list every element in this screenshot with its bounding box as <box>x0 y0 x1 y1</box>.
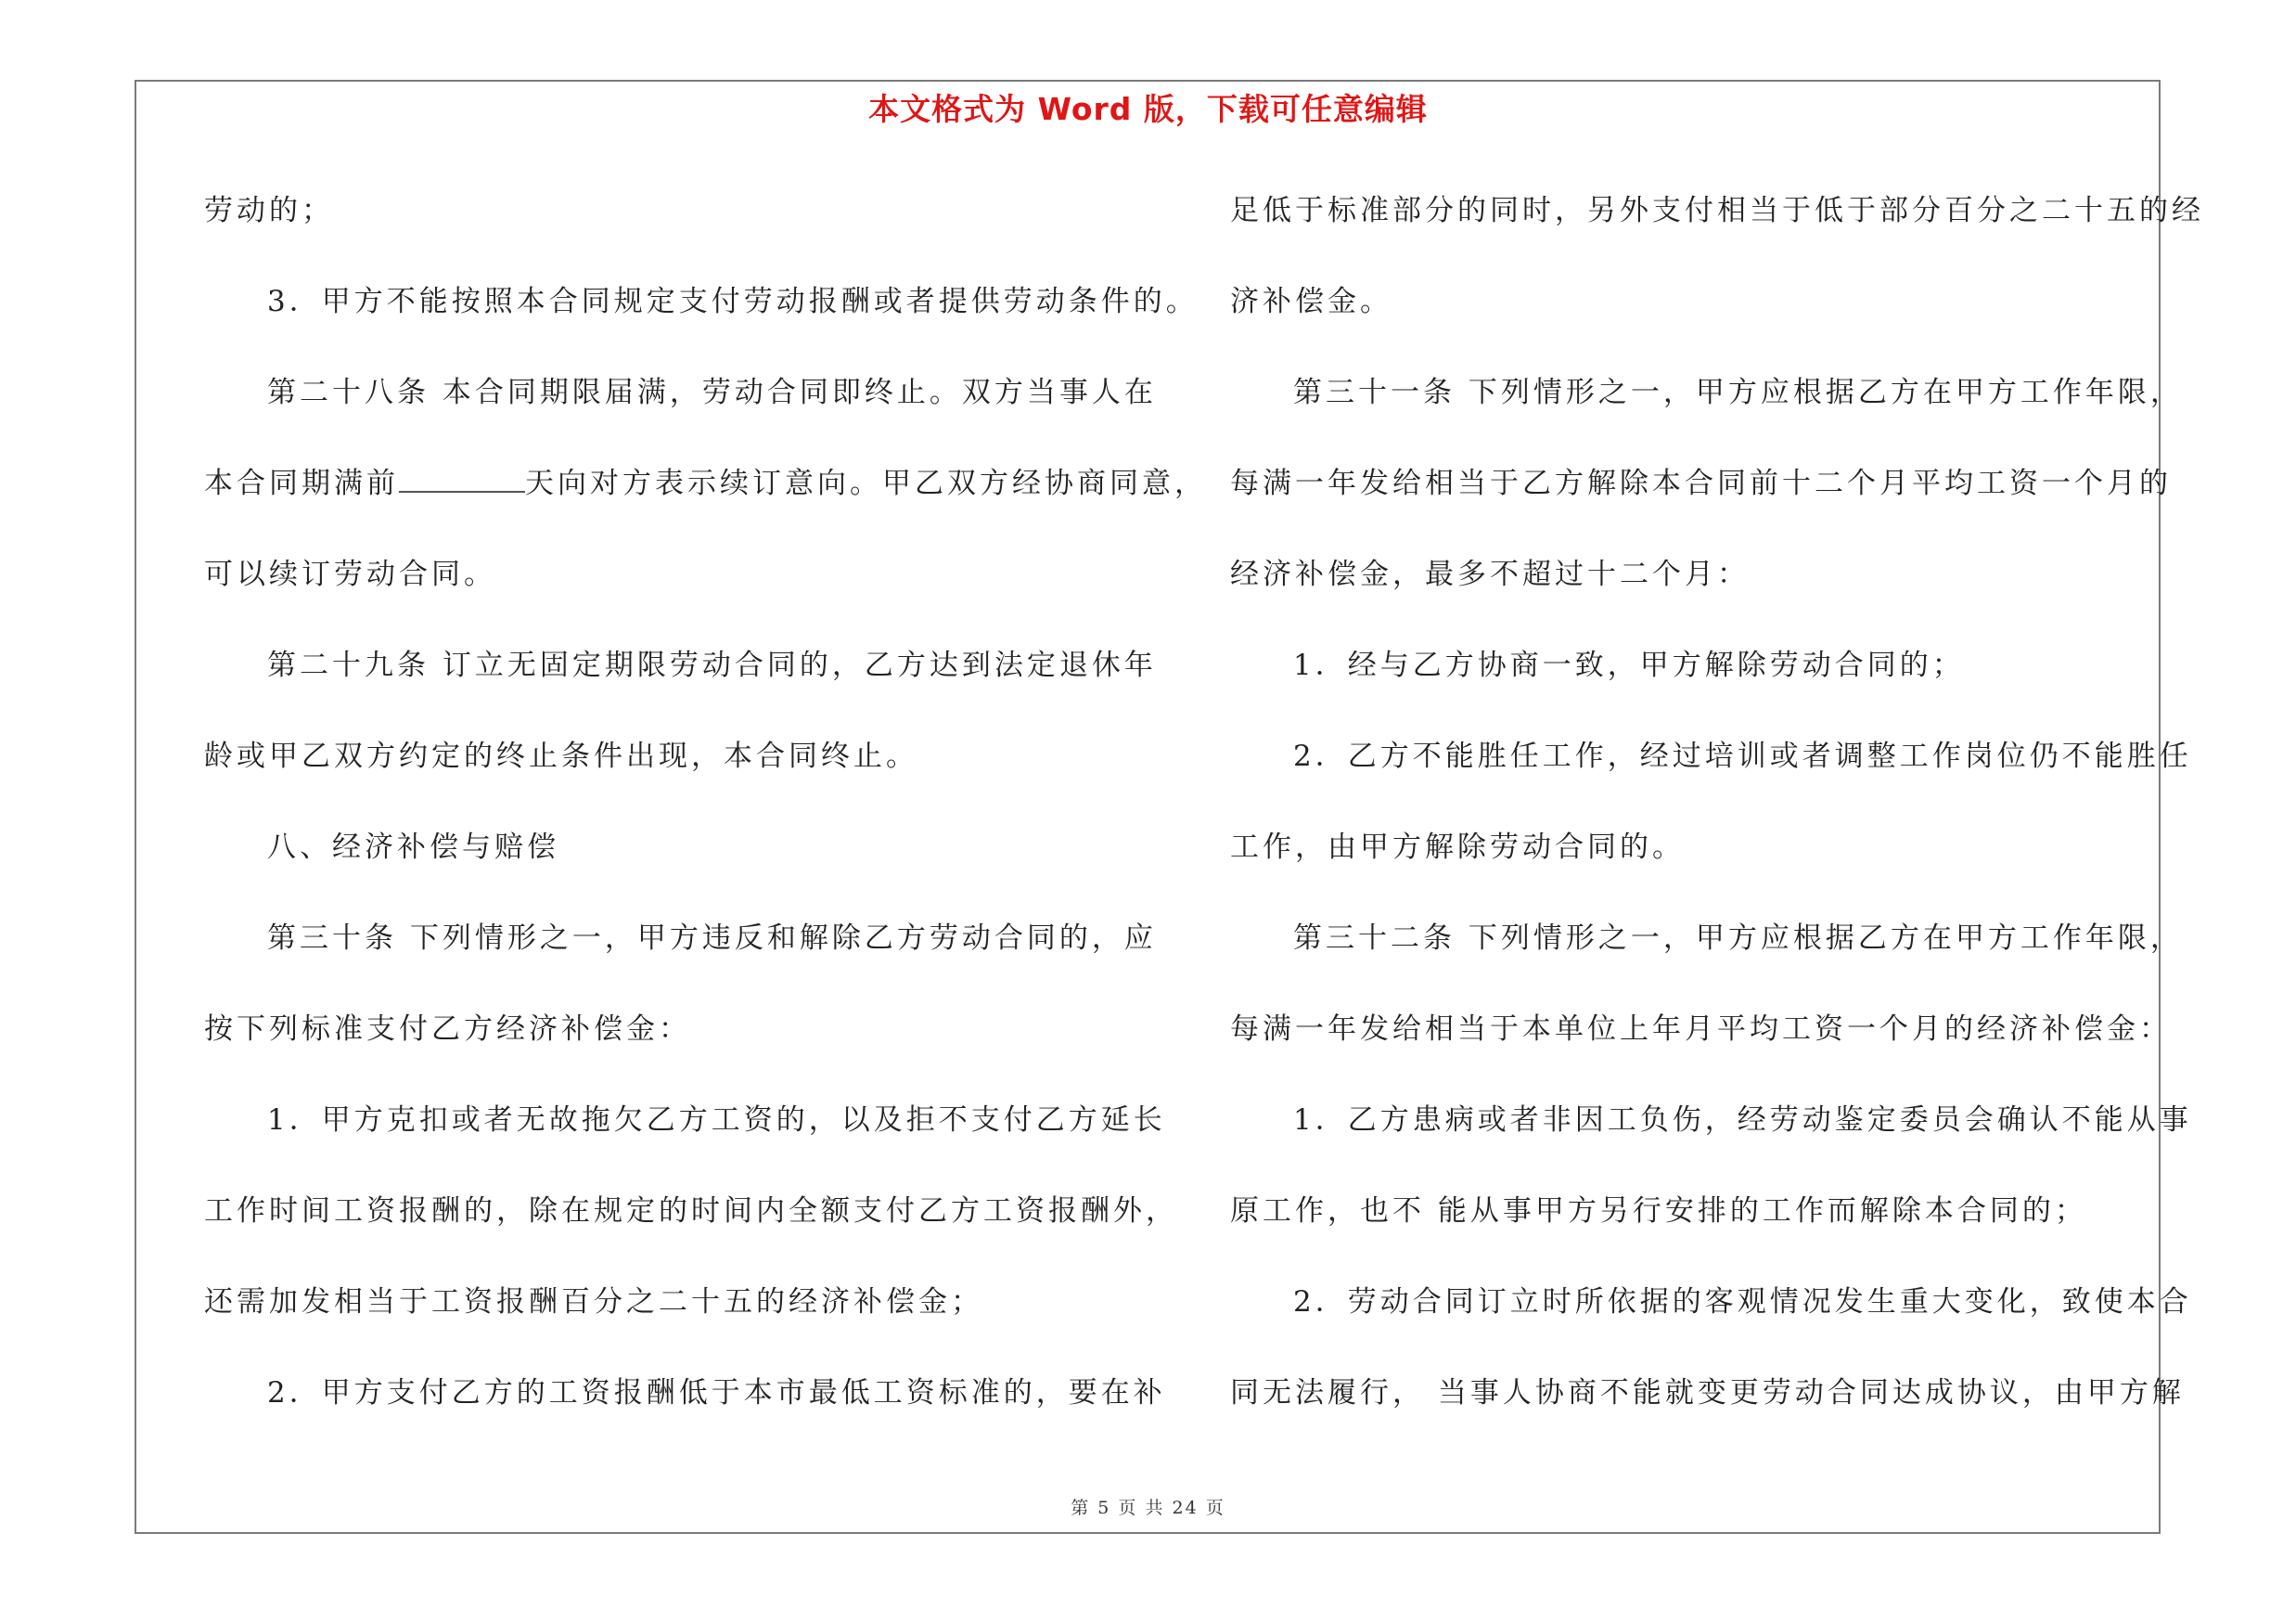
paragraph-line: 工作时间工资报酬的，除在规定的时间内全额支付乙方工资报酬外， <box>204 1194 1178 1228</box>
article-32-heading: 第三十二条 下列情形之一，甲方应根据乙方在甲方工作年限， <box>1293 921 2183 955</box>
fill-in-blank <box>399 457 525 493</box>
paragraph-line: 原工作，也不 能从事甲方另行安排的工作而解除本合同的； <box>1230 1194 2087 1228</box>
list-item: 1．乙方患病或者非因工负伤，经劳动鉴定委员会确认不能从事 <box>1293 1103 2192 1137</box>
right-column <box>1230 184 2204 1457</box>
left-column <box>204 184 1207 1457</box>
paragraph-line-with-blank <box>204 457 1207 547</box>
paragraph-line: 劳动的； <box>204 194 334 227</box>
paragraph-line: 按下列标准支付乙方经济补偿金： <box>204 1012 691 1046</box>
list-item: 2．劳动合同订立时所依据的客观情况发生重大变化，致使本合 <box>1293 1285 2192 1319</box>
article-28-heading: 第二十八条 本合同期限届满，劳动合同即终止。双方当事人在 <box>267 376 1157 409</box>
paragraph-line: 同无法履行， 当事人协商不能就变更劳动合同达成协议，由甲方解 <box>1230 1376 2185 1410</box>
list-item: 1．甲方克扣或者无故拖欠乙方工资的，以及拒不支付乙方延长 <box>267 1103 1166 1137</box>
word-format-banner: 本文格式为 Word 版，下载可任意编辑 <box>868 91 1428 127</box>
paragraph-line: 足低于标准部分的同时，另外支付相当于低于部分百分之二十五的经 <box>1230 194 2204 227</box>
paragraph-line: 每满一年发给相当于乙方解除本合同前十二个月平均工资一个月的 <box>1230 467 2172 500</box>
paragraph-line: 济补偿金。 <box>1230 285 1392 318</box>
paragraph-line: 工作，由甲方解除劳动合同的。 <box>1230 831 1685 864</box>
paragraph-line: 每满一年发给相当于本单位上年月平均工资一个月的经济补偿金： <box>1230 1012 2172 1046</box>
list-item: 2．甲方支付乙方的工资报酬低于本市最低工资标准的，要在补 <box>267 1376 1166 1410</box>
section-heading: 八、经济补偿与赔偿 <box>267 831 559 864</box>
paragraph-line: 3．甲方不能按照本合同规定支付劳动报酬或者提供劳动条件的。 <box>267 285 1199 318</box>
article-29-heading: 第二十九条 订立无固定期限劳动合同的，乙方达到法定退休年 <box>267 649 1157 682</box>
paragraph-line: 可以续订劳动合同。 <box>204 558 496 591</box>
text-segment: 本合同期满前 <box>204 467 399 500</box>
list-item: 1．经与乙方协商一致，甲方解除劳动合同的； <box>1293 649 1965 682</box>
article-31-heading: 第三十一条 下列情形之一，甲方应根据乙方在甲方工作年限， <box>1293 376 2183 409</box>
list-item: 2．乙方不能胜任工作，经过培训或者调整工作岗位仍不能胜任 <box>1293 740 2192 773</box>
paragraph-line: 还需加发相当于工资报酬百分之二十五的经济补偿金； <box>204 1285 983 1319</box>
paragraph-line: 经济补偿金，最多不超过十二个月： <box>1230 558 1750 591</box>
page-number-footer: 第 5 页 共 24 页 <box>1071 1498 1225 1518</box>
article-30-heading: 第三十条 下列情形之一，甲方违反和解除乙方劳动合同的，应 <box>267 921 1157 955</box>
text-segment: 天向对方表示续订意向。甲乙双方经协商同意， <box>525 467 1207 500</box>
paragraph-line: 龄或甲乙双方约定的终止条件出现，本合同终止。 <box>204 740 918 773</box>
